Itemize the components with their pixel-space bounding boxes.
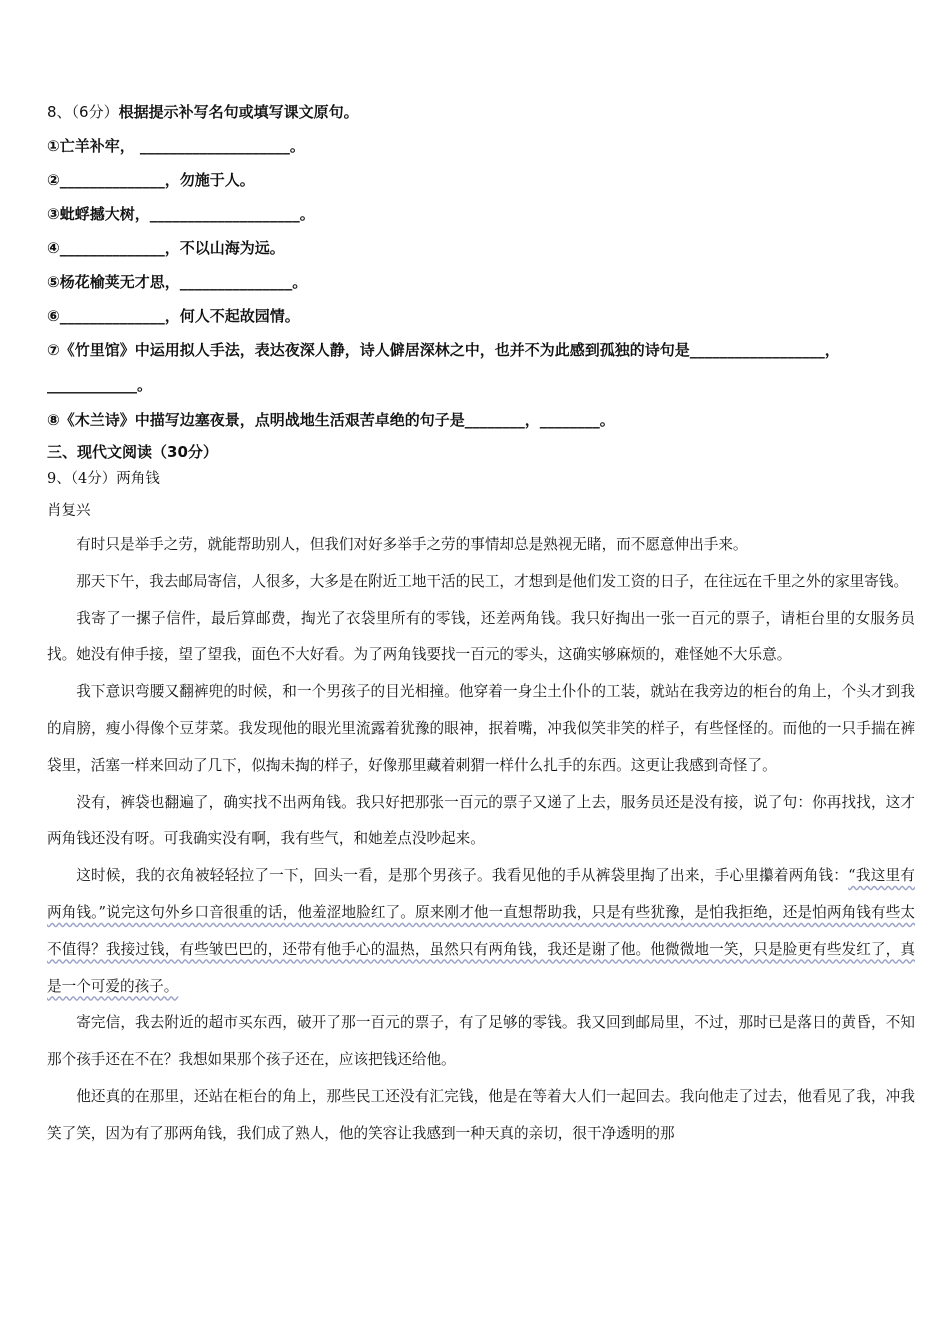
article-paragraph: 他还真的在那里，还站在柜台的角上，那些民工还没有汇完钱，他是在等着大人们一起回去。我向他走了过去，他看见了我，冲我笑了笑，因为有了那两角钱，我们成了熟人，他的笑容让我感到一种天真的亲切，很干净透明的那 [47, 1087, 915, 1142]
exam-page [47, 95, 915, 1153]
article-paragraph: 没有，裤袋也翻遍了，确实找不出两角钱。我只好把那张一百元的票子又递了上去，服务员还是没有接，说了句：你再找找，这才两角钱还没有呀。可我确实没有啊，我有些气，和她差点没吵起来。 [47, 793, 915, 848]
fill-blank-item[interactable]: ⑦《竹里馆》中运用拟人手法，表达夜深人静，诗人僻居深林之中，也并不为此感到孤独的诗句是__________________，____________。 [47, 341, 840, 394]
article-paragraph: 我下意识弯腰又翻裤兜的时候，和一个男孩子的目光相撞。他穿着一身尘土仆仆的工装，就站在我旁边的柜台的角上，个头才到我的肩膀，瘦小得像个豆芽菜。我发现他的眼光里流露着犹豫的眼神，抿着嘴，冲我似笑非笑的样子，有些怪怪的。而他的一只手揣在裤袋里，活塞一样来回动了几下，似掏未掏的样子，好像那里藏着刺猬一样什么扎手的东西。这更让我感到奇怪了。 [47, 683, 915, 774]
question-8-header [47, 95, 915, 129]
article-paragraph: 有时只是举手之劳，就能帮助别人，但我们对好多举手之劳的事情却总是熟视无睹，而不愿意伸出手来。 [76, 536, 748, 553]
section-title: 三、现代文阅读（30分） [47, 443, 218, 461]
article-paragraph: 我寄了一摞子信件，最后算邮费，掏光了衣袋里所有的零钱，还差两角钱。我只好掏出一张一百元的票子，请柜台里的女服务员找。她没有伸手接，望了望我，面色不大好看。为了两角钱要找一百元的零头，这确实够麻烦的，难怪她不大乐意。 [47, 609, 915, 664]
wavy-underlined-text: “我这里有两角钱。”说完这句外乡口音很重的话，他羞涩地脸红了。原来刚才他一直想帮助我，只是有些犹豫，是怕我拒绝，还是怕两角钱有些太不值得？我接过钱，有些皱巴巴的，还带有他手心的温热，虽然只有两角钱，我还是谢了他。他微微地一笑，只是脸更有些发红了，真是一个可爱的孩子。 [47, 867, 915, 995]
article-paragraph [47, 858, 915, 1005]
article-paragraph: 那天下午，我去邮局寄信，人很多，大多是在附近工地干活的民工，才想到是他们发工资的日子，在往远在千里之外的家里寄钱。 [76, 572, 909, 590]
question-points: （6分） [71, 103, 119, 121]
question-number: 8、 [47, 103, 72, 121]
fill-blank-item[interactable]: ⑥______________，何人不起故园情。 [47, 307, 300, 325]
paragraph-text: 这时候，我的衣角被轻轻拉了一下，回头一看，是那个男孩子。我看见他的手从裤袋里掏了出来，手心里攥着两角钱： [76, 867, 849, 885]
fill-blank-item[interactable]: ②______________，勿施于人。 [47, 171, 255, 189]
fill-blank-item[interactable]: ④______________，不以山海为远。 [47, 239, 285, 257]
fill-blank-item[interactable]: ⑧《木兰诗》中描写边塞夜景，点明战地生活艰苦卓绝的句子是________，________。 [47, 411, 615, 429]
fill-blank-item[interactable]: ③蚍蜉撼大树，____________________。 [47, 205, 315, 223]
question-prompt: 根据提示补写名句或填写课文原句。 [118, 103, 359, 121]
article-author: 肖复兴 [47, 503, 91, 519]
fill-blank-item[interactable]: ⑤杨花榆荚无才思，_______________。 [47, 273, 308, 291]
article-paragraph: 寄完信，我去附近的超市买东西，破开了那一百元的票子，有了足够的零钱。我又回到邮局里，不过，那时已是落日的黄昏，不知那个孩手还在不在？我想如果那个孩子还在，应该把钱还给他。 [47, 1014, 915, 1069]
fill-blank-item[interactable]: ①亡羊补牢， ____________________。 [47, 137, 305, 155]
question-9-header: 9、（4分）两角钱 [47, 471, 160, 487]
